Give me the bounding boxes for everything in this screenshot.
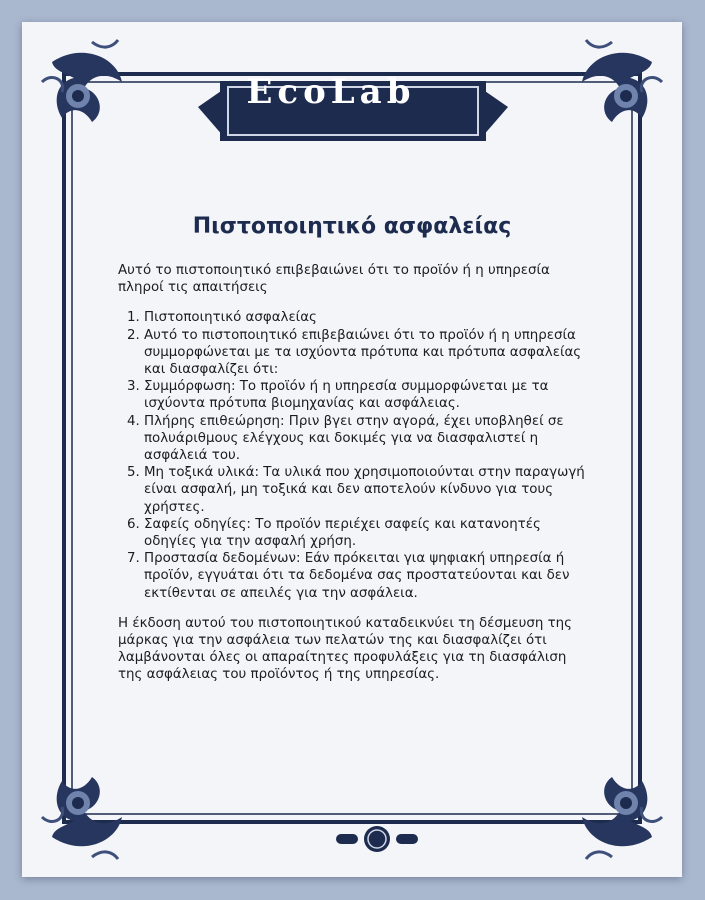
- brand-name: EcoLab: [246, 72, 416, 112]
- corner-ornament-top-left-icon: [42, 40, 122, 122]
- list-item: 3. Συμμόρφωση: Το προϊόν ή η υπηρεσία συμμορφώνεται με τα ισχύοντα πρότυπα βιομηχανίας και ασφάλειας.: [144, 378, 588, 412]
- list-item: 4. Πλήρης επιθεώρηση: Πριν βγει στην αγορά, έχει υποβληθεί σε πολυάριθμους ελέγχους και δοκιμές για να διασφαλιστεί η ασφάλειά του.: [144, 413, 588, 465]
- certificate-title: Πιστοποιητικό ασφαλείας: [192, 214, 512, 239]
- requirements-list: [118, 309, 588, 601]
- intro-paragraph: Αυτό το πιστοποιητικό επιβεβαιώνει ότι το προϊόν ή η υπηρεσία πληροί τις απαιτήσεις: [118, 263, 550, 296]
- list-item: 1. Πιστοποιητικό ασφαλείας: [144, 309, 588, 326]
- certificate-body: [118, 262, 588, 684]
- list-item: 7. Προστασία δεδομένων: Εάν πρόκειται για ψηφιακή υπηρεσία ή προϊόν, εγγυάται ότι τα δεδομένα σας προστατεύονται και δεν εκτίθενται σε απειλές για την ασφάλεια.: [144, 550, 588, 602]
- list-item: 5. Μη τοξικά υλικά: Τα υλικά που χρησιμοποιούνται στην παραγωγή είναι ασφαλή, μη τοξικά και δεν αποτελούν κίνδυνο για τους χρήστες.: [144, 464, 588, 516]
- list-item: 2. Αυτό το πιστοποιητικό επιβεβαιώνει ότι το προϊόν ή η υπηρεσία συμμορφώνεται με τα ισχύοντα πρότυπα και πρότυπα ασφαλείας και διασφαλίζει ότι:: [144, 327, 588, 379]
- corner-ornament-top-right-icon: [582, 40, 662, 122]
- corner-ornament-bottom-right-icon: [582, 777, 662, 859]
- emblem-seal-icon: [332, 824, 422, 854]
- closing-paragraph: Η έκδοση αυτού του πιστοποιητικού καταδεικνύει τη δέσμευση της μάρκας για την ασφάλεια των πελατών της και διασφαλίζει ότι λαμβάνονται όλες οι απαραίτητες προφυλάξεις για τη διασφάλιση της ασφάλειας του προϊόντος ή της υπηρεσίας.: [118, 615, 573, 683]
- corner-ornament-bottom-left-icon: [42, 777, 122, 859]
- list-item: 6. Σαφείς οδηγίες: Το προϊόν περιέχει σαφείς και κατανοητές οδηγίες για την ασφαλή χρήση.: [144, 516, 588, 550]
